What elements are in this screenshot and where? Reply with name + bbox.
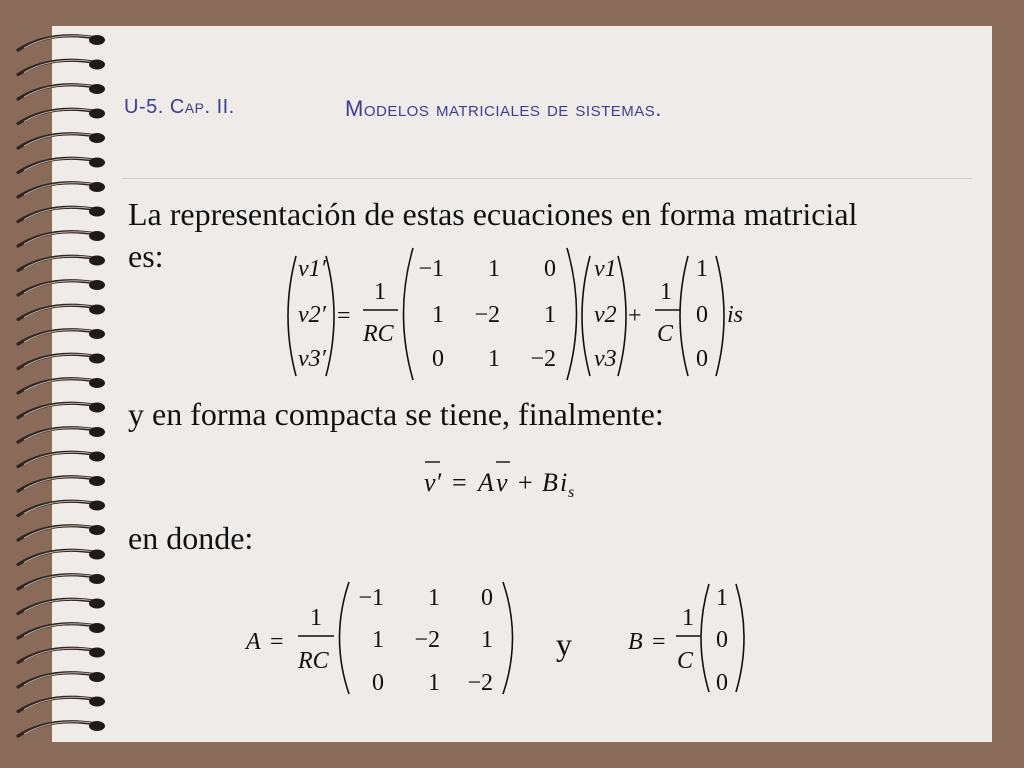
matrix-b-symbol: B — [542, 468, 558, 497]
matrix-b-cell: 0 — [716, 627, 728, 653]
bracket — [340, 582, 350, 694]
matrix-b-factor-numerator: 1 — [682, 605, 694, 631]
bracket — [404, 248, 414, 380]
matrix-cell: 0 — [481, 585, 493, 611]
matrix-cell: 1 — [488, 256, 500, 282]
equals-sign: = — [337, 303, 351, 329]
plus-sign: + — [628, 303, 642, 329]
state-derivative-3: v3′ — [298, 346, 326, 372]
and-text: y — [556, 626, 572, 662]
matrix-b-cell: 0 — [716, 670, 728, 696]
state-variable-3: v3 — [594, 346, 617, 372]
factor-denominator: RC — [363, 321, 394, 347]
matrix-cell: 1 — [372, 627, 384, 653]
matrix-cell: 1 — [428, 585, 440, 611]
input-factor-numerator: 1 — [660, 279, 672, 305]
matrix-a-label: A — [246, 629, 261, 655]
state-equation — [288, 248, 743, 380]
matrix-cell: 1 — [428, 670, 440, 696]
factor-numerator: 1 — [374, 279, 386, 305]
bracket — [716, 256, 724, 376]
matrix-cell: 1 — [488, 346, 500, 372]
matrix-a-definition — [244, 582, 513, 696]
bracket — [736, 584, 744, 692]
matrix-cell: 0 — [372, 670, 384, 696]
plus-sign: + — [518, 468, 533, 497]
intro-text-line2: es: — [128, 238, 164, 274]
matrix-cell: 1 — [481, 627, 493, 653]
matrix-b-factor-denominator: C — [677, 648, 694, 674]
page-title: Modelos matriciales de sistemas. — [345, 96, 662, 121]
matrix-cell: −2 — [467, 670, 493, 696]
intro-text-line1: La representación de estas ecuaciones en forma matricial — [128, 196, 858, 232]
matrix-cell: −2 — [530, 346, 556, 372]
where-text: en donde: — [128, 520, 254, 556]
matrix-b-cell: 1 — [716, 585, 728, 611]
compact-lhs: v′ — [424, 468, 442, 497]
input-current: is — [727, 302, 744, 328]
input-vector-cell: 1 — [696, 256, 708, 282]
matrix-cell: −1 — [358, 585, 384, 611]
matrix-a-factor-denominator: RC — [298, 648, 329, 674]
state-variable-2: v2 — [594, 302, 617, 328]
matrix-cell: −2 — [474, 302, 500, 328]
equals-sign: = — [270, 629, 284, 655]
matrix-b-definition — [628, 584, 744, 696]
equals-sign: = — [452, 468, 467, 497]
bracket — [288, 256, 296, 376]
matrix-b-label: B — [628, 629, 643, 655]
input-vector-cell: 0 — [696, 346, 708, 372]
matrix-cell: 1 — [432, 302, 444, 328]
matrix-cell: −1 — [418, 256, 444, 282]
compact-text: y en forma compacta se tiene, finalmente: — [128, 396, 664, 432]
bracket — [701, 584, 709, 692]
bracket — [503, 582, 513, 694]
input-vector-cell: 0 — [696, 302, 708, 328]
bracket — [326, 256, 334, 376]
state-derivative-1: v1′ — [298, 256, 326, 282]
matrix-a-symbol: A — [478, 468, 494, 497]
bracket — [680, 256, 688, 376]
matrix-a-factor-numerator: 1 — [310, 605, 322, 631]
equals-sign: = — [652, 629, 666, 655]
matrix-cell: −2 — [414, 627, 440, 653]
vector-v-symbol: v — [496, 468, 508, 497]
bracket — [582, 256, 590, 376]
current-symbol: i — [560, 468, 568, 497]
input-factor-denominator: C — [657, 321, 674, 347]
compact-equation — [424, 462, 574, 501]
matrix-cell: 0 — [544, 256, 556, 282]
source-subscript: s — [568, 484, 575, 501]
matrix-cell: 0 — [432, 346, 444, 372]
state-variable-1: v1 — [594, 256, 617, 282]
bracket — [567, 248, 577, 380]
bracket — [618, 256, 626, 376]
unit-label: U-5. Cap. II. — [124, 96, 235, 118]
state-derivative-2: v2′ — [298, 302, 326, 328]
matrix-cell: 1 — [544, 302, 556, 328]
